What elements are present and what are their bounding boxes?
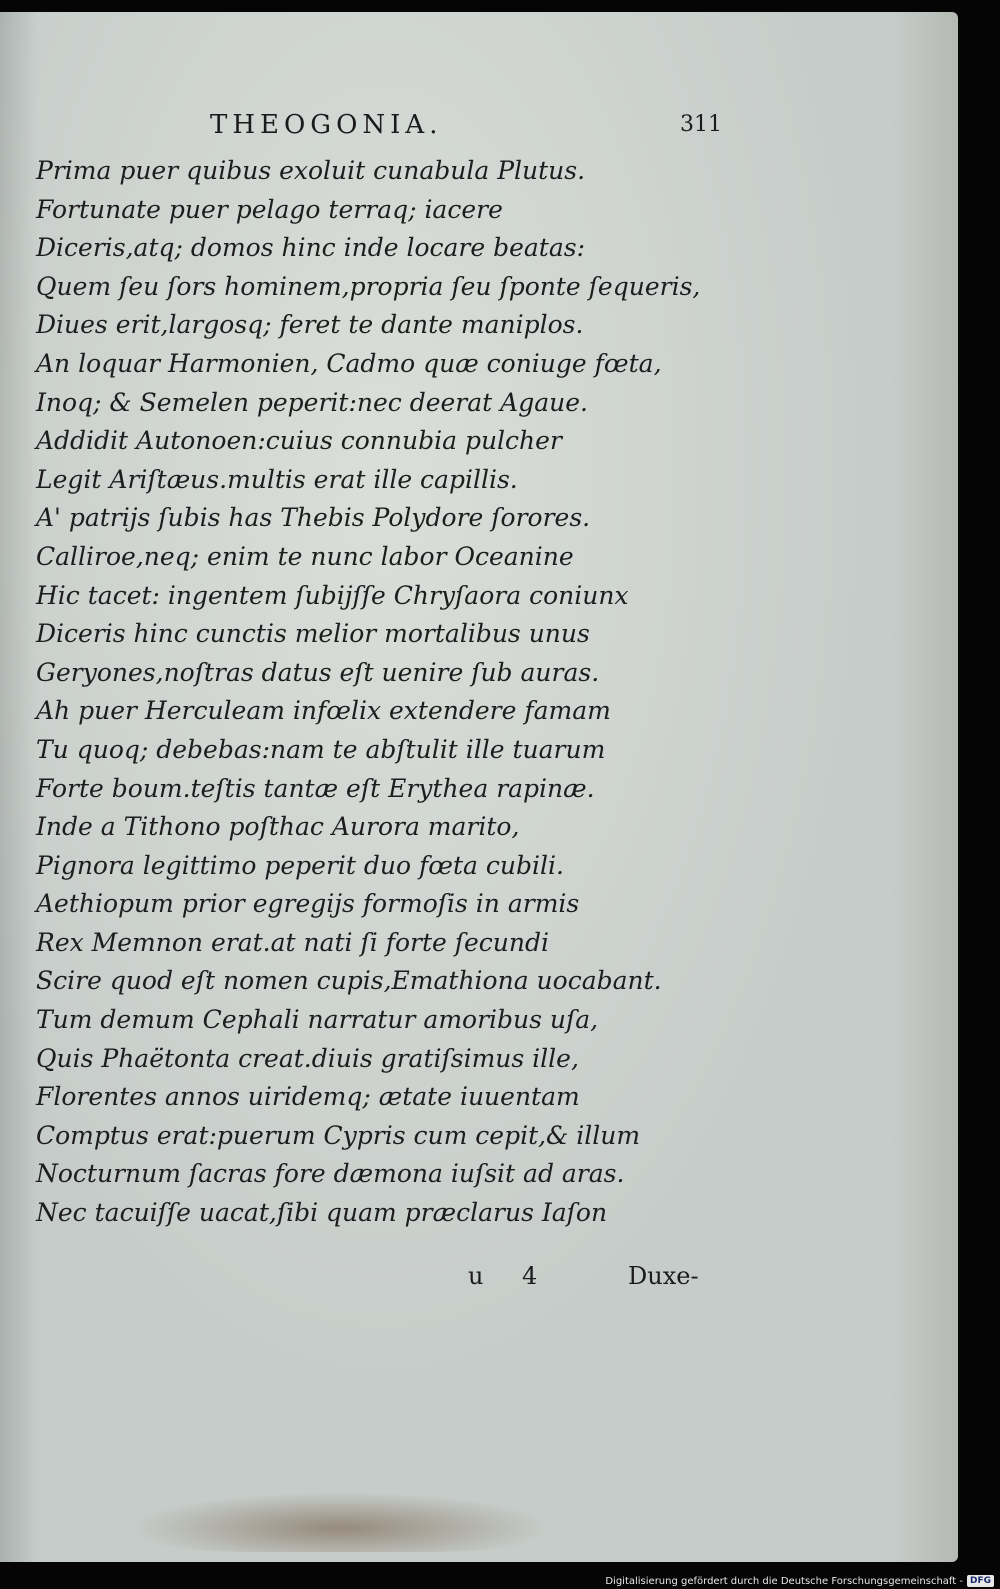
- page-number: 311: [680, 112, 722, 137]
- verse-line: Inde a Tithono poſthac Aurora marito,: [36, 812, 520, 842]
- verse-line: Geryones,noſtras datus eſt uenire ſub auras.: [36, 657, 600, 687]
- digitization-credit: [605, 1575, 994, 1587]
- verse-line: Tum demum Cephali narratur amoribus uſa,: [36, 1005, 599, 1035]
- signature-number: 4: [522, 1262, 538, 1290]
- verse-line: Inoq; & Semelen peperit:nec deerat Agaue.: [36, 387, 588, 417]
- verse-line: Comptus erat:puerum Cypris cum cepit,& illum: [36, 1120, 641, 1150]
- dfg-logo-icon[interactable]: DFG: [967, 1575, 994, 1587]
- verse-line: Pignora legittimo peperit duo fœta cubili.: [36, 850, 564, 880]
- verse-line: Nec tacuiſſe uacat,ſibi quam præclarus Iaſon: [36, 1198, 608, 1228]
- verse-line: Ah puer Herculeam infœlix extendere famam: [36, 696, 611, 726]
- verse-line: Scire quod eſt nomen cupis,Emathiona uocabant.: [36, 966, 662, 996]
- verse-line: Prima puer quibus exoluit cunabula Plutus.: [36, 156, 586, 185]
- catchword: Duxe-: [628, 1262, 699, 1290]
- verse-line: Nocturnum ſacras fore dæmona iuſsit ad aras.: [36, 1159, 625, 1189]
- verse-list: [36, 152, 700, 1233]
- verse-line: Calliroe,neq; enim te nunc labor Oceanine: [36, 541, 574, 571]
- verse-line: Aethiopum prior egregijs formoſis in armis: [36, 889, 580, 919]
- verse-line: Rex Memnon erat.at nati ſi forte ſecundi: [36, 927, 549, 957]
- verse-line: Forte boum.teſtis tantæ eſt Erythea rapinæ.: [36, 773, 595, 803]
- verse-line: Quis Phaëtonta creat.diuis gratiſsimus ille,: [36, 1043, 579, 1073]
- verse-line: Addidit Autonoen:cuius connubia pulcher: [36, 426, 562, 456]
- verse-line: An loquar Harmonien, Cadmo quæ coniuge fœta,: [36, 348, 662, 378]
- verse-line: Diceris hinc cunctis melior mortalibus unus: [36, 619, 590, 649]
- page-stain: [130, 1492, 550, 1552]
- verse-line: Diceris,atq; domos hinc inde locare beatas:: [36, 233, 586, 263]
- verse-line: Hic tacet: ingentem ſubijſſe Chryſaora coniunx: [36, 580, 629, 610]
- verse-line: Legit Ariſtæus.multis erat ille capillis.: [36, 464, 518, 494]
- verse-line: Diues erit,largosq; feret te dante maniplos.: [36, 310, 584, 340]
- credit-text: Digitalisierung gefördert durch die Deutsche Forschungsgemeinschaft -: [605, 1575, 963, 1587]
- running-header-title: THEOGONIA.: [210, 110, 443, 140]
- verse-line: Fortunate puer pelago terraq; iacere: [36, 194, 503, 224]
- verse-line: A' patrijs ſubis has Thebis Polydore ſorores.: [36, 503, 591, 533]
- verse-line: Quem ſeu ſors hominem,propria ſeu ſponte ſequeris,: [36, 271, 701, 301]
- verse-line: Tu quoq; debebas:nam te abſtulit ille tuarum: [36, 734, 606, 764]
- verse-line: Florentes annos uiridemq; ætate iuuentam: [36, 1082, 580, 1112]
- signature-mark: u: [468, 1262, 484, 1290]
